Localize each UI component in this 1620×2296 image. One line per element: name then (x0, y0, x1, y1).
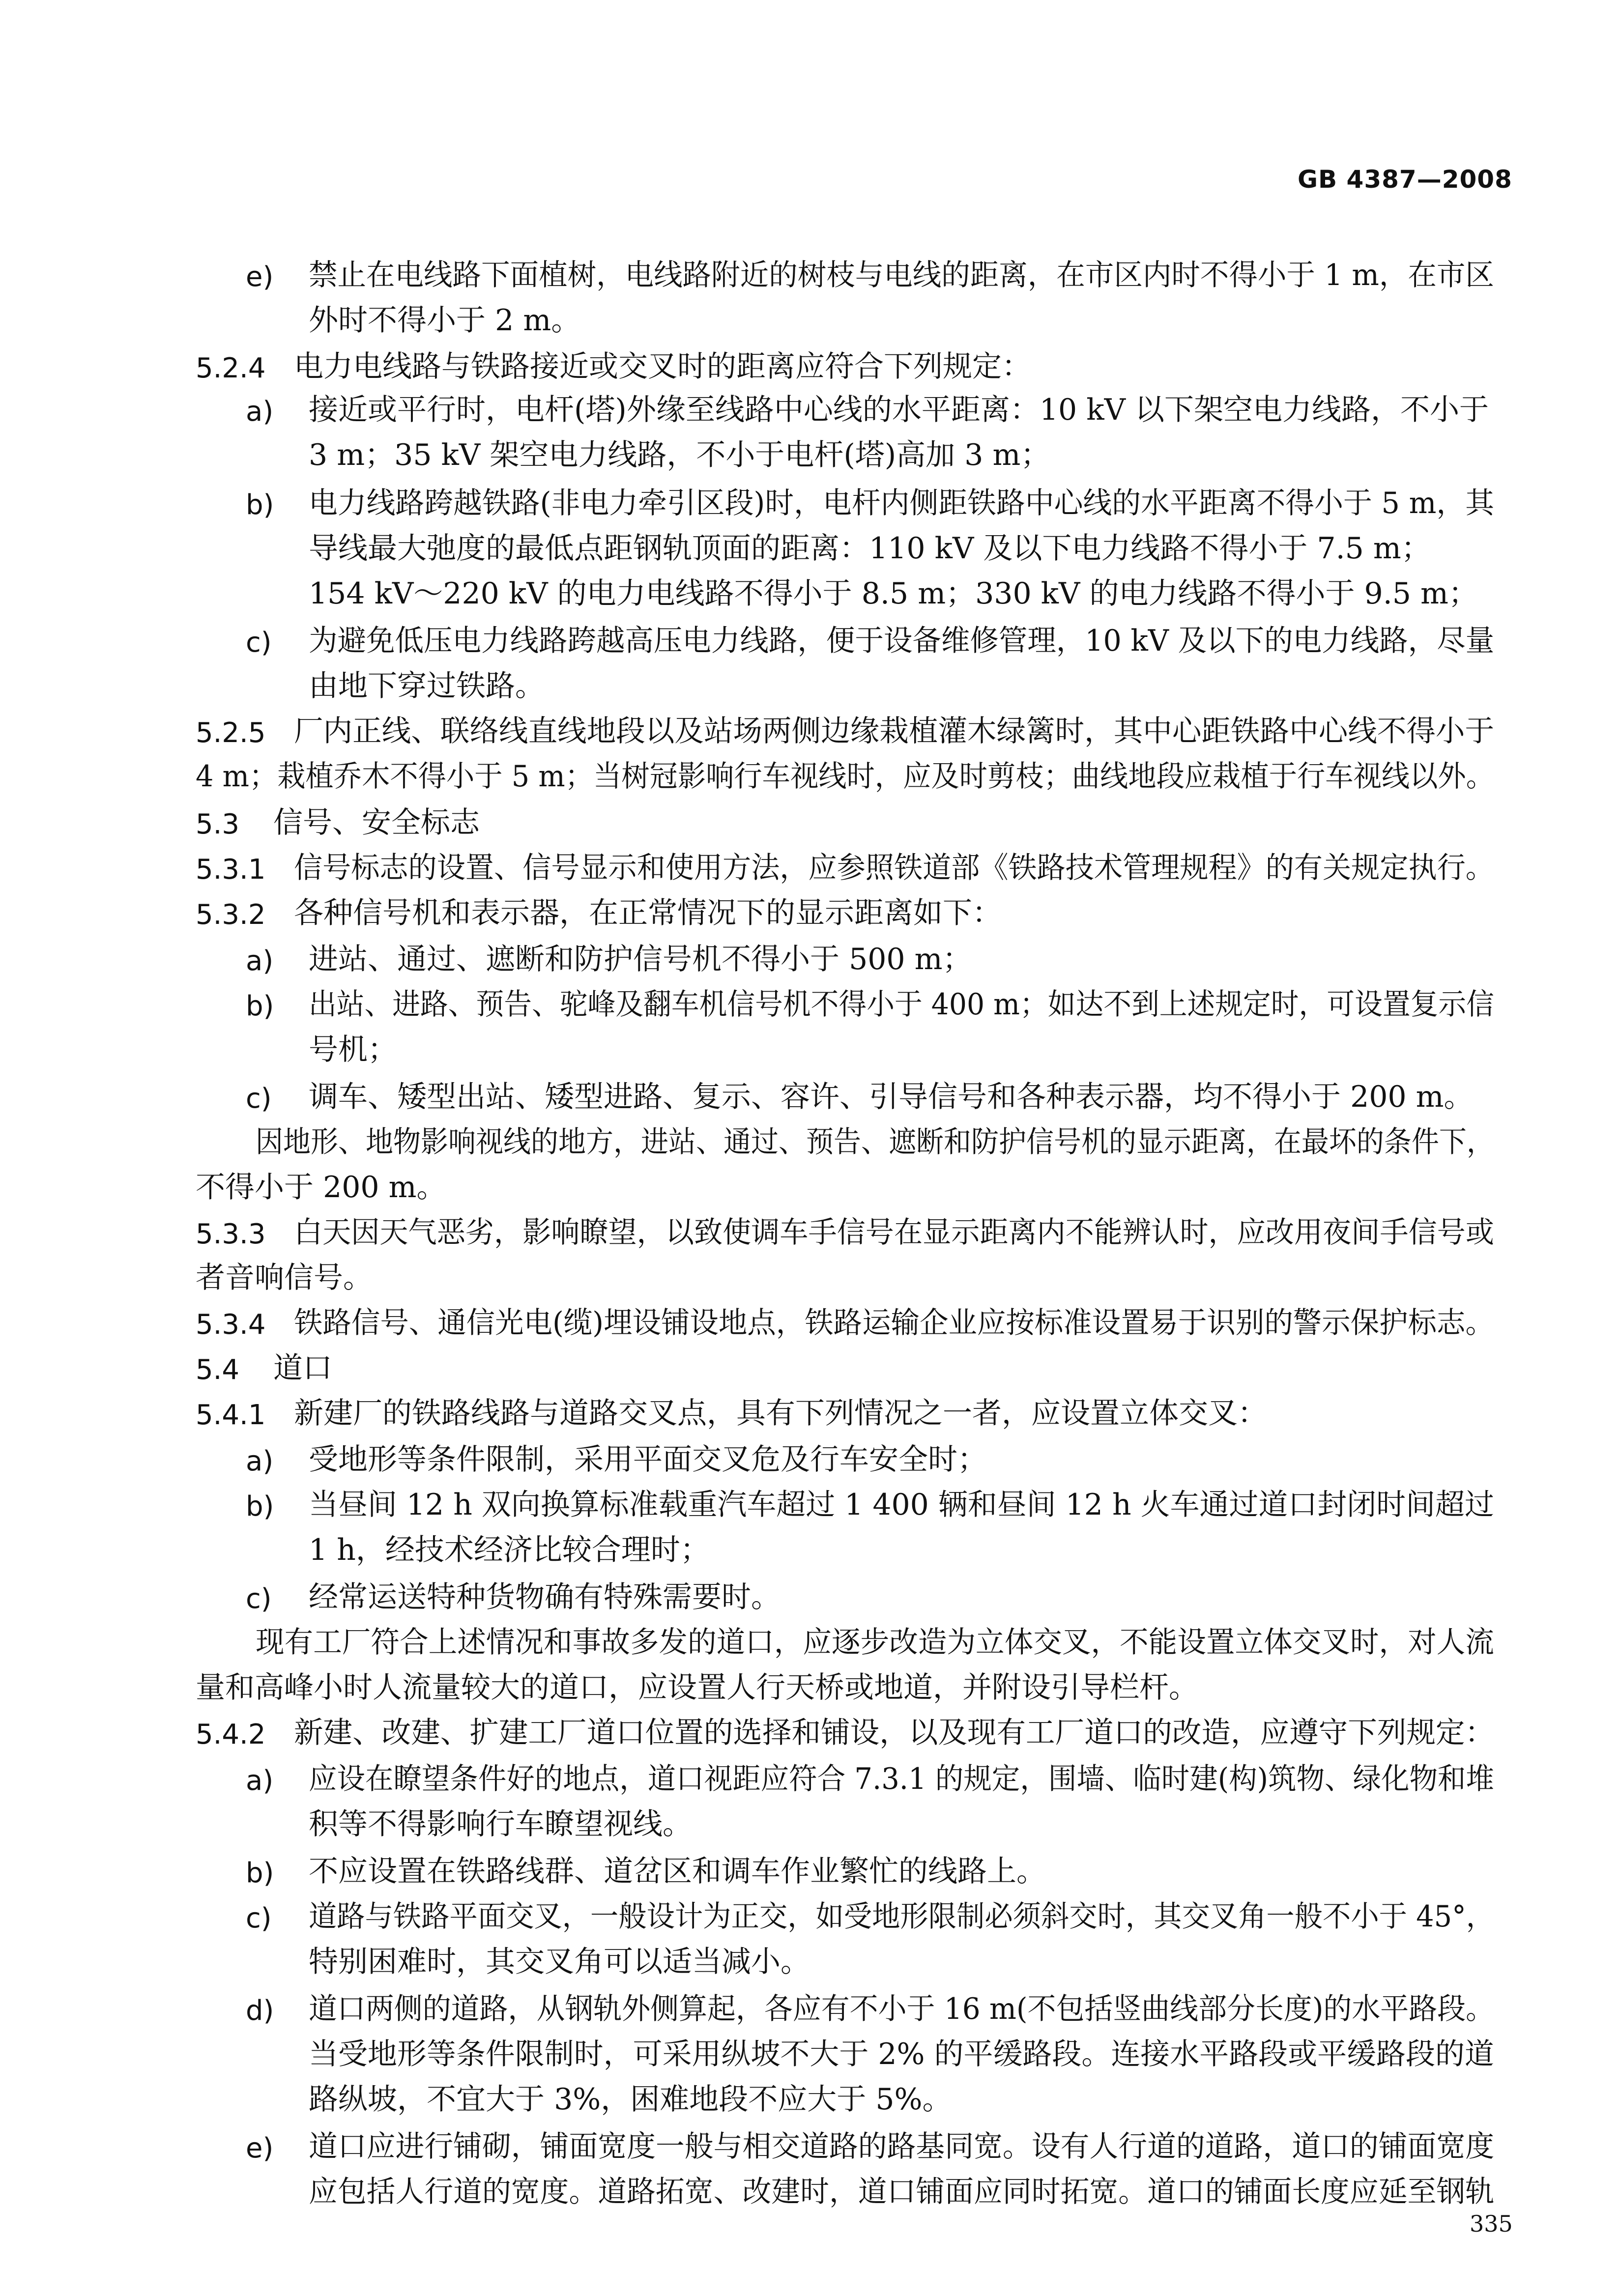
page-number: 335 (1470, 2210, 1513, 2237)
clause-text: 各种信号机和表示器，在正常情况下的显示距离如下： (294, 896, 1002, 930)
clause-number: 5.3.2 (196, 899, 266, 931)
text-line: 为避免低压电力线路跨越高压电力线路，便于设备维修管理，10 kV 及以下的电力线路，尽量 (309, 624, 1495, 658)
clause-text: 新建厂的铁路线路与道路交叉点，具有下列情况之一者，应设置立体交叉： (294, 1396, 1267, 1431)
text-line: 应包括人行道的宽度。道路拓宽、改建时，道口铺面应同时拓宽。道口的铺面长度应延至钢轨 (309, 2175, 1495, 2209)
text-line: 1 h，经技术经济比较合理时； (309, 1533, 710, 1567)
text-line: 当昼间 12 h 双向换算标准载重汽车超过 1 400 辆和昼间 12 h 火车通过道口封闭时间超过 (309, 1488, 1494, 1522)
text-line: 者音响信号。 (196, 1261, 373, 1295)
section-title: 信号、安全标志 (273, 805, 480, 840)
clause-text: 信号标志的设置、信号显示和使用方法，应参照铁道部《铁路技术管理规程》的有关规定执行。 (294, 851, 1494, 885)
paragraph-line: 不得小于 200 m。 (196, 1170, 446, 1205)
list-marker-b: b) (246, 489, 274, 521)
list-marker-a: a) (246, 396, 274, 428)
clause-number: 5.2.4 (196, 352, 266, 384)
text-line: 电力线路跨越铁路(非电力牵引区段)时，电杆内侧距铁路中心线的水平距离不得小于 5 m，其 (309, 486, 1495, 520)
text-line: 道口应进行铺砌，铺面宽度一般与相交道路的路基同宽。设有人行道的道路，道口的铺面宽度 (309, 2129, 1495, 2164)
paragraph-line: 量和高峰小时人流量较大的道口，应设置人行天桥或地道，并附设引导栏杆。 (196, 1670, 1198, 1705)
clause-text: 厂内正线、联络线直线地段以及站场两侧边缘栽植灌木绿篱时，其中心距铁路中心线不得小于 (294, 714, 1495, 748)
clause-text: 白天因天气恶劣，影响瞭望，以致使调车手信号在显示距离内不能辨认时，应改用夜间手信号或 (294, 1215, 1494, 1250)
clause-number: 5.4.2 (196, 1719, 266, 1751)
text-line: 调车、矮型出站、矮型进路、复示、容许、引导信号和各种表示器，均不得小于 200 m。 (309, 1080, 1474, 1114)
list-marker-a: a) (246, 945, 274, 977)
section-number: 5.4 (196, 1354, 240, 1386)
text-line: 道路与铁路平面交叉，一般设计为正交，如受地形限制必须斜交时，其交叉角一般不小于 45°， (309, 1899, 1495, 1934)
text-line: 受地形等条件限制，采用平面交叉危及行车安全时； (309, 1442, 987, 1477)
list-marker-b: b) (246, 990, 274, 1022)
text-line: 154 kV～220 kV 的电力电线路不得小于 8.5 m；330 kV 的电力线路不得小于 9.5 m； (309, 576, 1478, 611)
list-marker-b: b) (246, 1491, 274, 1522)
paragraph-line: 现有工厂符合上述情况和事故多发的道口，应逐步改造为立体交叉，不能设置立体交叉时，对人流 (256, 1625, 1494, 1660)
clause-number: 5.4.1 (196, 1399, 266, 1431)
text-line: 当受地形等条件限制时，可采用纵坡不大于 2% 的平缓路段。连接水平路段或平缓路段的道 (309, 2037, 1494, 2071)
text-line: 接近或平行时，电杆(塔)外缘至线路中心线的水平距离：10 kV 以下架空电力线路，不小于 (309, 393, 1489, 427)
section-number: 5.3 (196, 808, 240, 840)
standard-code: GB 4387—2008 (1298, 165, 1512, 194)
list-marker-c: c) (246, 1083, 272, 1115)
list-marker-a: a) (246, 1445, 274, 1477)
text-line: 禁止在电线路下面植树，电线路附近的树枝与电线的距离，在市区内时不得小于 1 m，在市区 (309, 258, 1494, 292)
text-line: 进站、通过、遮断和防护信号机不得小于 500 m； (309, 942, 972, 976)
section-title: 道口 (273, 1351, 332, 1385)
list-marker-c: c) (246, 1902, 272, 1934)
clause-number: 5.3.3 (196, 1218, 266, 1250)
text-line: 4 m；栽植乔木不得小于 5 m；当树冠影响行车视线时，应及时剪枝；曲线地段应栽植于行车视线以外。 (196, 759, 1494, 794)
list-marker-c: c) (246, 627, 272, 659)
text-line: 不应设置在铁路线群、道岔区和调车作业繁忙的线路上。 (309, 1854, 1046, 1889)
clause-number: 5.3.4 (196, 1309, 266, 1341)
text-line: 应设在瞭望条件好的地点，道口视距应符合 7.3.1 的规定，围墙、临时建(构)筑物、绿化物和堆 (309, 1762, 1494, 1796)
clause-number: 5.2.5 (196, 717, 266, 749)
list-marker-e: e) (246, 261, 274, 293)
list-marker-b: b) (246, 1857, 274, 1889)
list-marker-a: a) (246, 1765, 274, 1797)
text-line: 由地下穿过铁路。 (309, 669, 545, 703)
clause-text: 新建、改建、扩建工厂道口位置的选择和铺设，以及现有工厂道口的改造，应遵守下列规定： (294, 1716, 1495, 1750)
list-marker-c: c) (246, 1583, 272, 1615)
text-line: 号机； (309, 1033, 397, 1067)
clause-text: 铁路信号、通信光电(缆)埋设铺设地点，铁路运输企业应按标准设置易于识别的警示保护标志。 (294, 1306, 1494, 1340)
paragraph-line: 因地形、地物影响视线的地方，进站、通过、预告、遮断和防护信号机的显示距离，在最坏的条件下， (256, 1125, 1494, 1159)
clause-number: 5.3.1 (196, 854, 266, 886)
text-line: 特别困难时，其交叉角可以适当减小。 (309, 1945, 810, 1979)
text-line: 导线最大弛度的最低点距钢轨顶面的距离：110 kV 及以下电力线路不得小于 7.5 m； (309, 531, 1431, 566)
text-line: 积等不得影响行车瞭望视线。 (309, 1807, 692, 1841)
text-line: 外时不得小于 2 m。 (309, 303, 581, 338)
list-marker-d: d) (246, 1995, 274, 2027)
text-line: 道口两侧的道路，从钢轨外侧算起，各应有不小于 16 m(不包括竖曲线部分长度)的水平路段。 (309, 1992, 1495, 2026)
text-line: 路纵坡，不宜大于 3%，困难地段不应大于 5%。 (309, 2082, 952, 2117)
list-marker-e: e) (246, 2132, 274, 2164)
text-line: 3 m；35 kV 架空电力线路，不小于电杆(塔)高加 3 m； (309, 438, 1050, 472)
clause-text: 电力电线路与铁路接近或交叉时的距离应符合下列规定： (294, 349, 1031, 384)
text-line: 经常运送特种货物确有特殊需要时。 (309, 1580, 781, 1614)
text-line: 出站、进路、预告、驼峰及翻车机信号机不得小于 400 m；如达不到上述规定时，可设置复示信 (309, 987, 1494, 1022)
